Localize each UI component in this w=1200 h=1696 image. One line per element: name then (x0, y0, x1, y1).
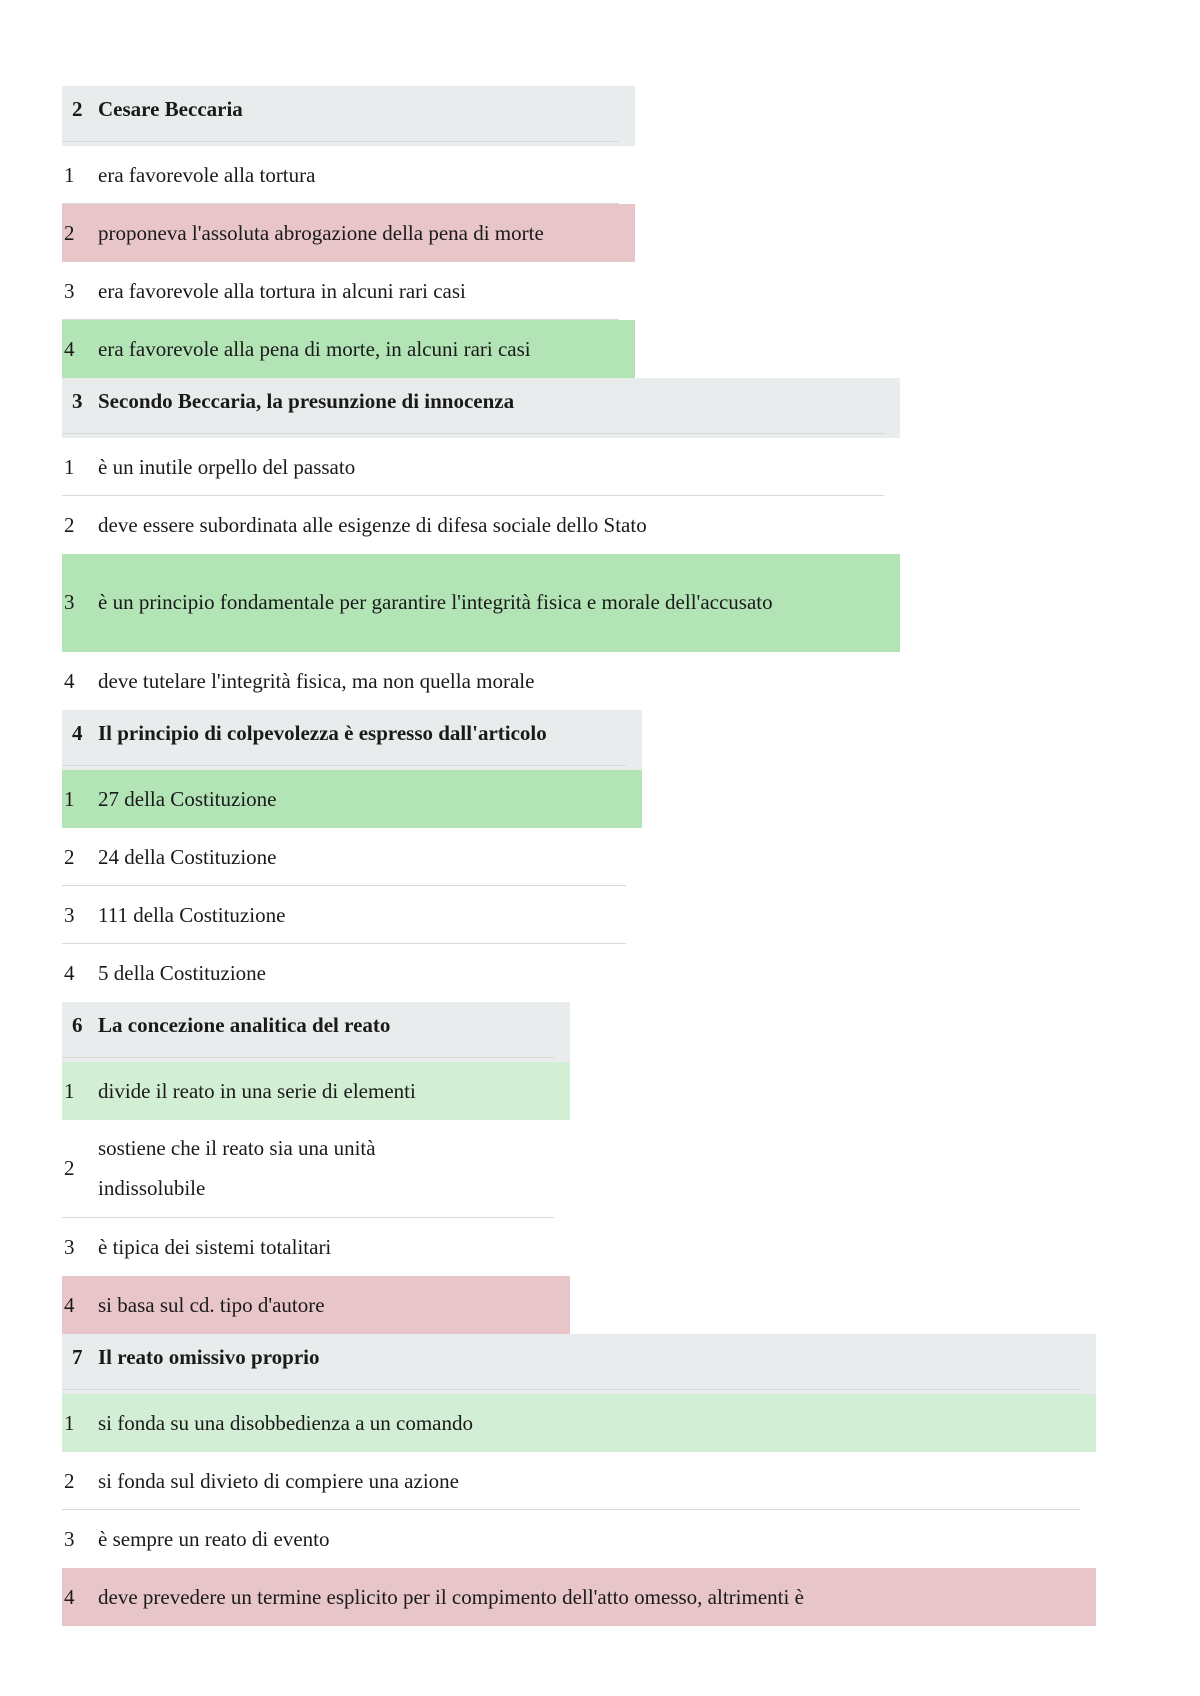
question-text: Il reato omissivo proprio (98, 1345, 320, 1369)
answer-number: 4 (64, 668, 75, 693)
answer-number: 1 (64, 786, 75, 811)
quiz-document (62, 86, 1162, 1626)
answer-row (62, 1062, 570, 1120)
answer-row (62, 262, 635, 320)
answer-text: è un principio fondamentale per garantire l'integrità fisica e morale dell'accusato (98, 590, 773, 615)
answer-number: 4 (64, 1292, 75, 1317)
question-number: 4 (72, 721, 83, 745)
answer-row (62, 554, 900, 652)
answer-text: 27 della Costituzione (98, 786, 277, 811)
question-text: Cesare Beccaria (98, 97, 243, 121)
answer-row (62, 1394, 1096, 1452)
question-number: 6 (72, 1013, 83, 1037)
question-header (62, 710, 642, 770)
question-header (62, 86, 635, 146)
question-text: La concezione analitica del reato (98, 1013, 391, 1037)
question-block (62, 378, 900, 710)
answer-number: 3 (64, 590, 75, 615)
answer-row (62, 1276, 570, 1334)
answer-text: 111 della Costituzione (98, 902, 286, 927)
answer-text: 5 della Costituzione (98, 960, 266, 985)
answer-number: 2 (64, 220, 75, 245)
answer-number: 4 (64, 1584, 75, 1609)
answer-text: è sempre un reato di evento (98, 1526, 330, 1551)
answer-row (62, 1120, 570, 1218)
answer-row (62, 1568, 1096, 1626)
answer-row (62, 146, 635, 204)
answer-text: deve tutelare l'integrità fisica, ma non quella morale (98, 668, 535, 693)
answer-row (62, 1510, 1096, 1568)
answer-text: si fonda sul divieto di compiere una azione (98, 1468, 459, 1493)
answer-number: 3 (64, 1526, 75, 1551)
question-block (62, 1002, 570, 1334)
answer-number: 3 (64, 278, 75, 303)
answer-row (62, 496, 900, 554)
answer-text: si basa sul cd. tipo d'autore (98, 1292, 325, 1317)
answer-number: 1 (64, 1078, 75, 1103)
answer-number: 2 (64, 844, 75, 869)
answer-text: deve prevedere un termine esplicito per il compimento dell'atto omesso, altrimenti è (98, 1584, 804, 1609)
question-number: 2 (72, 97, 83, 121)
answer-number: 2 (64, 1468, 75, 1493)
answer-number: 3 (64, 902, 75, 927)
question-header (62, 1334, 1096, 1394)
answer-text: era favorevole alla tortura (98, 162, 316, 187)
answer-text: era favorevole alla pena di morte, in alcuni rari casi (98, 336, 531, 361)
answer-row (62, 652, 900, 710)
answer-number: 1 (64, 454, 75, 479)
question-header (62, 378, 900, 438)
answer-text: proponeva l'assoluta abrogazione della pena di morte (98, 220, 544, 245)
answer-number: 2 (64, 1156, 75, 1181)
answer-row (62, 438, 900, 496)
question-block (62, 710, 642, 1002)
question-text: Il principio di colpevolezza è espresso dall'articolo (98, 721, 547, 745)
question-text: Secondo Beccaria, la presunzione di innocenza (98, 389, 515, 413)
answer-text: è tipica dei sistemi totalitari (98, 1234, 332, 1259)
answer-row (62, 770, 642, 828)
answer-row (62, 944, 642, 1002)
answer-text: è un inutile orpello del passato (98, 454, 356, 479)
answer-number: 2 (64, 512, 75, 537)
answer-row (62, 828, 642, 886)
answer-row (62, 1218, 570, 1276)
answer-row (62, 1452, 1096, 1510)
answer-number: 1 (64, 1410, 75, 1435)
answer-number: 3 (64, 1234, 75, 1259)
answer-text: 24 della Costituzione (98, 844, 277, 869)
answer-text: deve essere subordinata alle esigenze di difesa sociale dello Stato (98, 512, 647, 537)
answer-text: sostiene che il reato sia una unità indissolubile (98, 1136, 376, 1200)
answer-number: 4 (64, 960, 75, 985)
answer-number: 1 (64, 162, 75, 187)
answer-text: era favorevole alla tortura in alcuni rari casi (98, 278, 466, 303)
answer-row (62, 204, 635, 262)
answer-number: 4 (64, 336, 75, 361)
question-header (62, 1002, 570, 1062)
question-block (62, 1334, 1096, 1626)
answer-text: divide il reato in una serie di elementi (98, 1078, 416, 1103)
question-number: 3 (72, 389, 83, 413)
question-number: 7 (72, 1345, 83, 1369)
answer-row (62, 886, 642, 944)
question-block (62, 86, 635, 378)
answer-row (62, 320, 635, 378)
answer-text: si fonda su una disobbedienza a un comando (98, 1410, 473, 1435)
